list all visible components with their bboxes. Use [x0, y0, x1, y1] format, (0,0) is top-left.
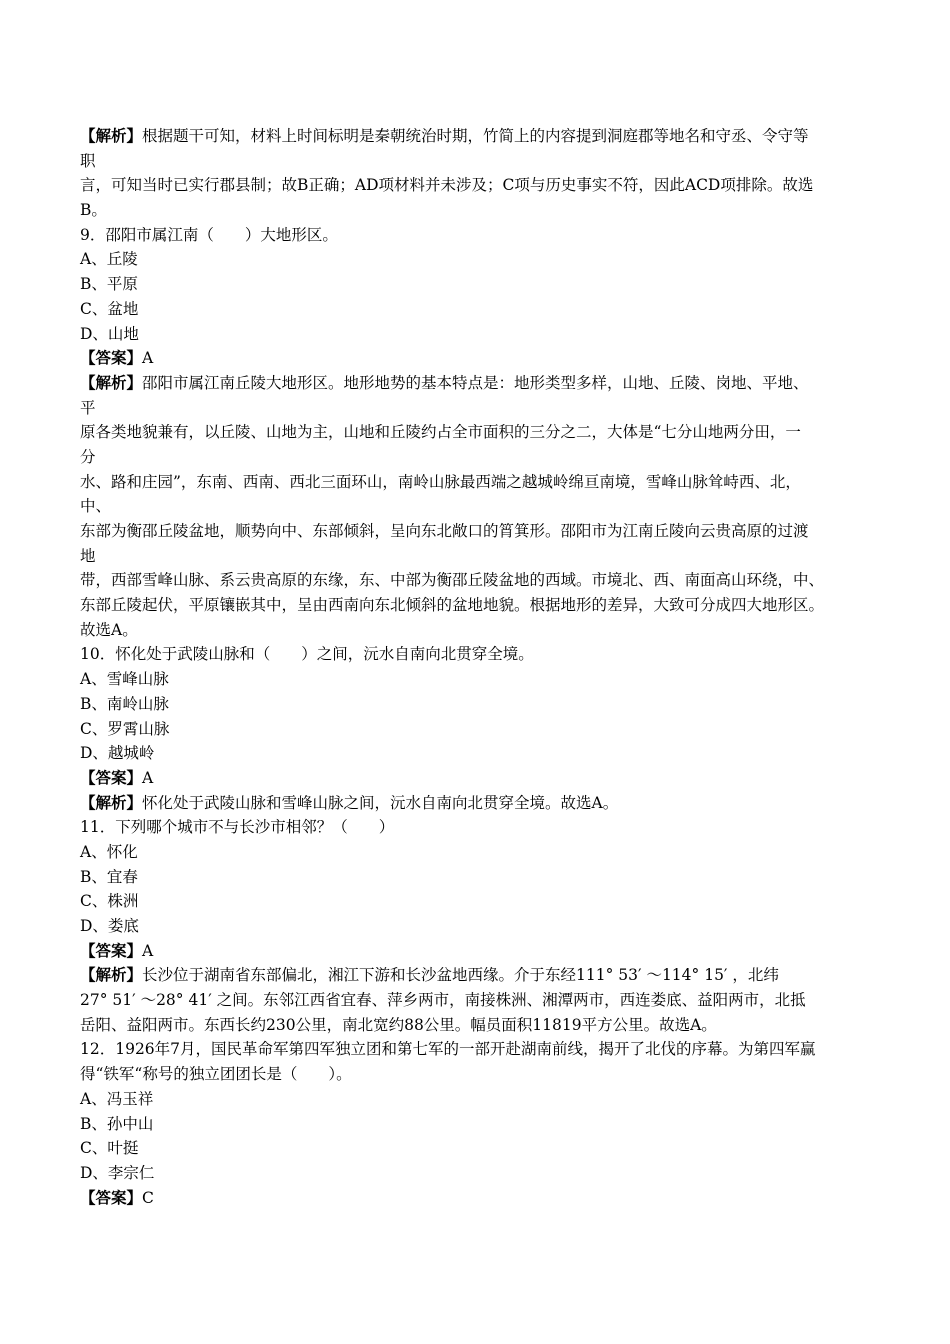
line-text: A、丘陵	[80, 250, 138, 269]
line-text: 分	[80, 447, 96, 466]
text-line	[80, 396, 880, 421]
line-text: D、越城岭	[80, 744, 155, 763]
line-text: 带，西部雪峰山脉、系云贵高原的东缘，东、中部为衡邵丘陵盆地的西域。市境北、西、南面高山环绕，中、	[80, 571, 825, 590]
line-text: 12．1926年7月，国民革命军第四军独立团和第七军的一部开赴湖南前线，揭开了北伐的序幕。为第四军赢	[80, 1040, 816, 1059]
section-label: 【答案】	[80, 767, 143, 787]
text-line	[80, 544, 880, 569]
text-line	[80, 889, 880, 914]
text-line	[80, 717, 880, 742]
text-line	[80, 519, 880, 544]
section-label: 【解析】	[80, 126, 143, 145]
line-text: C	[142, 1188, 154, 1207]
text-line	[80, 346, 880, 371]
text-line	[80, 247, 880, 272]
line-text: 岳阳、益阳两市。东西长约230公里，南北宽约88公里。幅员面积11819平方公里。故选A。	[80, 1015, 717, 1034]
line-text: C、叶挺	[80, 1139, 139, 1158]
line-text: B、平原	[80, 275, 138, 294]
line-text: 东部丘陵起伏，平原镶嵌其中，呈由西南向东北倾斜的盆地地貌。根据地形的差异，大致可分成四大地形区。	[80, 596, 825, 615]
line-text: A	[142, 941, 154, 960]
text-line	[80, 914, 880, 939]
text-line	[80, 865, 880, 890]
line-text: 根据题干可知，材料上时间标明是秦朝统治时期，竹简上的内容提到洞庭郡等地名和守丞、令守等	[142, 127, 809, 145]
text-line	[80, 1112, 880, 1137]
text-line	[80, 1013, 880, 1038]
text-line	[80, 1087, 880, 1112]
line-text: A	[142, 768, 154, 787]
document-page	[80, 124, 880, 1210]
line-text: 11．下列哪个城市不与长沙市相邻？（ ）	[80, 818, 395, 837]
line-text: D、李宗仁	[80, 1163, 155, 1182]
line-text: C、盆地	[80, 299, 139, 318]
text-line	[80, 840, 880, 865]
text-line	[80, 963, 880, 988]
line-text: D、娄底	[80, 917, 139, 935]
text-line	[80, 124, 880, 149]
text-line	[80, 297, 880, 322]
line-text: A、雪峰山脉	[80, 670, 169, 689]
line-text: 10．怀化处于武陵山脉和（ ）之间，沅水自南向北贯穿全境。	[80, 645, 534, 664]
line-text: 原各类地貌兼有，以丘陵、山地为主，山地和丘陵约占全市面积的三分之二，大体是“七分山地两分田，一	[80, 423, 801, 442]
section-label: 【解析】	[80, 965, 143, 985]
line-text: B、孙中山	[80, 1114, 154, 1133]
line-text: A、冯玉祥	[80, 1089, 154, 1108]
line-text: 水、路和庄园”，东南、西南、西北三面环山，南岭山脉最西端之越城岭绵亘南境，雪峰山脉耸峙西、北，	[80, 472, 801, 491]
line-text: 职	[80, 151, 96, 170]
text-line	[80, 593, 880, 618]
line-text: 故选A。	[80, 620, 138, 639]
text-line	[80, 568, 880, 593]
line-text: 言，可知当时已实行郡县制；故B正确；AD项材料并未涉及；C项与历史事实不符，因此ACD项排除。故选	[80, 176, 814, 195]
line-text: 地	[80, 546, 96, 565]
line-text: 长沙位于湖南省东部偏北，湘江下游和长沙盆地西缘。介于东经111° 53′ ～114° 15′ ，北纬	[142, 966, 779, 985]
section-label: 【答案】	[80, 1187, 143, 1207]
text-line	[80, 198, 880, 223]
text-line	[80, 173, 880, 198]
text-line	[80, 445, 880, 470]
line-text: 平	[80, 398, 96, 417]
section-label: 【解析】	[80, 792, 143, 812]
text-line	[80, 988, 880, 1013]
text-line	[80, 1136, 880, 1161]
line-text: C、株洲	[80, 892, 139, 911]
line-text: 中、	[80, 497, 112, 516]
line-text: B、宜春	[80, 867, 138, 886]
text-line	[80, 149, 880, 174]
text-line	[80, 642, 880, 667]
text-line	[80, 667, 880, 692]
text-line	[80, 791, 880, 816]
line-text: 邵阳市属江南丘陵大地形区。地形地势的基本特点是：地形类型多样，山地、丘陵、岗地、平地、	[142, 373, 809, 392]
text-line	[80, 1037, 880, 1062]
line-text: A	[142, 349, 154, 368]
text-line	[80, 618, 880, 643]
text-line	[80, 766, 880, 791]
line-text: C、罗霄山脉	[80, 719, 170, 738]
line-text: 怀化处于武陵山脉和雪峰山脉之间，沅水自南向北贯穿全境。故选A。	[142, 793, 619, 812]
text-line	[80, 420, 880, 445]
line-text: B。	[80, 201, 107, 220]
text-line	[80, 1161, 880, 1186]
text-line	[80, 939, 880, 964]
line-text: B、南岭山脉	[80, 694, 169, 713]
line-text: D、山地	[80, 324, 139, 343]
line-text: 得“铁军“称号的独立团团长是（ ）。	[80, 1065, 352, 1084]
section-label: 【解析】	[80, 372, 143, 392]
section-label: 【答案】	[80, 348, 143, 368]
text-line	[80, 470, 880, 495]
line-text: A、怀化	[80, 842, 138, 861]
text-line	[80, 692, 880, 717]
text-line	[80, 371, 880, 396]
text-line	[80, 322, 880, 347]
section-label: 【答案】	[80, 940, 143, 960]
text-line	[80, 1062, 880, 1087]
text-line	[80, 741, 880, 766]
text-line	[80, 1186, 880, 1211]
text-line	[80, 272, 880, 297]
text-line	[80, 223, 880, 248]
line-text: 东部为衡邵丘陵盆地，顺势向中、东部倾斜，呈向东北敞口的筲箕形。邵阳市为江南丘陵向云贵高原的过渡	[80, 522, 809, 540]
text-line	[80, 494, 880, 519]
line-text: 27° 51′ ～28° 41′ 之间。东邻江西省宜春、萍乡两市，南接株洲、湘潭两市，西连娄底、益阳两市，北抵	[80, 991, 806, 1010]
line-text: 9．邵阳市属江南（ ）大地形区。	[80, 225, 338, 244]
text-line	[80, 815, 880, 840]
